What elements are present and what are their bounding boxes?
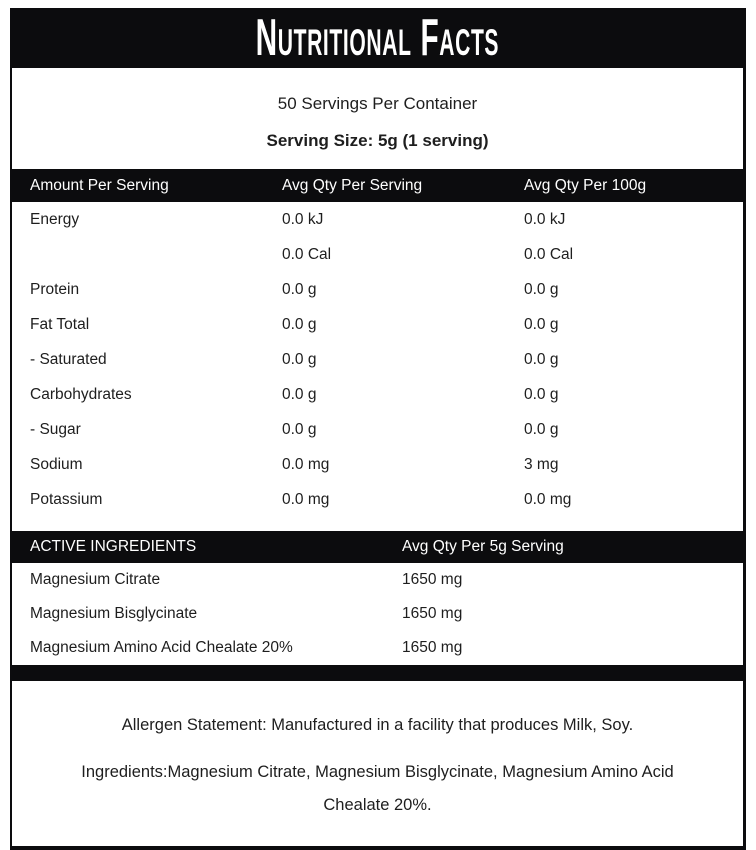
nutrient-per-serving: 0.0 g — [282, 350, 317, 368]
nutrient-per-serving: 0.0 g — [282, 280, 317, 298]
ingredient-qty: 1650 mg — [402, 639, 463, 656]
section-divider — [12, 665, 743, 681]
column-header-qty-per-5g: Avg Qty Per 5g Serving — [402, 538, 564, 555]
nutrition-table-body — [12, 202, 743, 517]
footer-statements — [12, 681, 743, 846]
nutrient-per-serving: 0.0 mg — [282, 455, 330, 473]
nutrition-label — [10, 8, 746, 850]
nutrient-per-serving: 0.0 mg — [282, 490, 330, 508]
nutrient-per-100g: 0.0 g — [524, 315, 559, 333]
nutrient-per-100g: 0.0 g — [524, 420, 559, 438]
ingredient-name: Magnesium Citrate — [30, 571, 161, 588]
nutrition-table-header — [12, 169, 743, 202]
table-row — [12, 563, 743, 597]
active-ingredients-header — [12, 531, 743, 563]
nutrient-per-100g: 0.0 Cal — [524, 245, 574, 263]
nutrient-per-100g: 0.0 g — [524, 385, 559, 403]
table-row — [12, 237, 743, 272]
ingredients-statement: Ingredients:Magnesium Citrate, Magnesium Bisglycinate, Magnesium Amino Acid Chealate 20%. — [81, 762, 674, 814]
ingredient-qty: 1650 mg — [402, 605, 463, 622]
table-row — [12, 377, 743, 412]
table-row — [12, 307, 743, 342]
nutrient-per-serving: 0.0 g — [282, 420, 317, 438]
nutrient-name: Fat Total — [30, 315, 90, 333]
nutrient-name: Energy — [30, 210, 80, 228]
nutrient-name: - Sugar — [30, 420, 81, 438]
nutrient-name: Potassium — [30, 490, 103, 508]
column-header-per-serving: Avg Qty Per Serving — [282, 176, 423, 194]
nutrient-per-100g: 0.0 mg — [524, 490, 572, 508]
ingredient-qty: 1650 mg — [402, 571, 463, 588]
serving-size: Serving Size: 5g (1 serving) — [266, 131, 489, 150]
title-bar — [12, 10, 743, 68]
servings-info — [12, 68, 743, 169]
table-row — [12, 631, 743, 665]
table-row — [12, 482, 743, 517]
column-header-active-ingredients: ACTIVE INGREDIENTS — [30, 538, 197, 555]
nutrient-name: Sodium — [30, 455, 83, 473]
nutrient-per-serving: 0.0 g — [282, 315, 317, 333]
nutrient-per-100g: 0.0 g — [524, 350, 559, 368]
table-row — [12, 447, 743, 482]
table-row — [12, 202, 743, 237]
allergen-statement: Allergen Statement: Manufactured in a facility that produces Milk, Soy. — [121, 716, 634, 734]
nutrient-per-serving: 0.0 kJ — [282, 210, 324, 228]
nutrient-name: Carbohydrates — [30, 385, 132, 403]
nutrient-name: - Saturated — [30, 350, 107, 368]
column-header-amount: Amount Per Serving — [30, 176, 169, 194]
ingredient-name: Magnesium Bisglycinate — [30, 605, 198, 622]
active-ingredients-body — [12, 563, 743, 665]
servings-per-container: 50 Servings Per Container — [277, 94, 478, 113]
nutrient-name: Protein — [30, 280, 80, 298]
table-row — [12, 272, 743, 307]
nutrient-per-serving: 0.0 Cal — [282, 245, 332, 263]
nutrient-per-100g: 3 mg — [524, 455, 559, 473]
table-row — [12, 342, 743, 377]
nutrient-per-serving: 0.0 g — [282, 385, 317, 403]
page-title: Nutritional Facts — [255, 10, 500, 68]
table-row — [12, 597, 743, 631]
ingredient-name: Magnesium Amino Acid Chealate 20% — [30, 639, 293, 656]
column-header-per-100g: Avg Qty Per 100g — [524, 176, 647, 194]
nutrient-per-100g: 0.0 kJ — [524, 210, 566, 228]
nutrient-per-100g: 0.0 g — [524, 280, 559, 298]
table-row — [12, 412, 743, 447]
